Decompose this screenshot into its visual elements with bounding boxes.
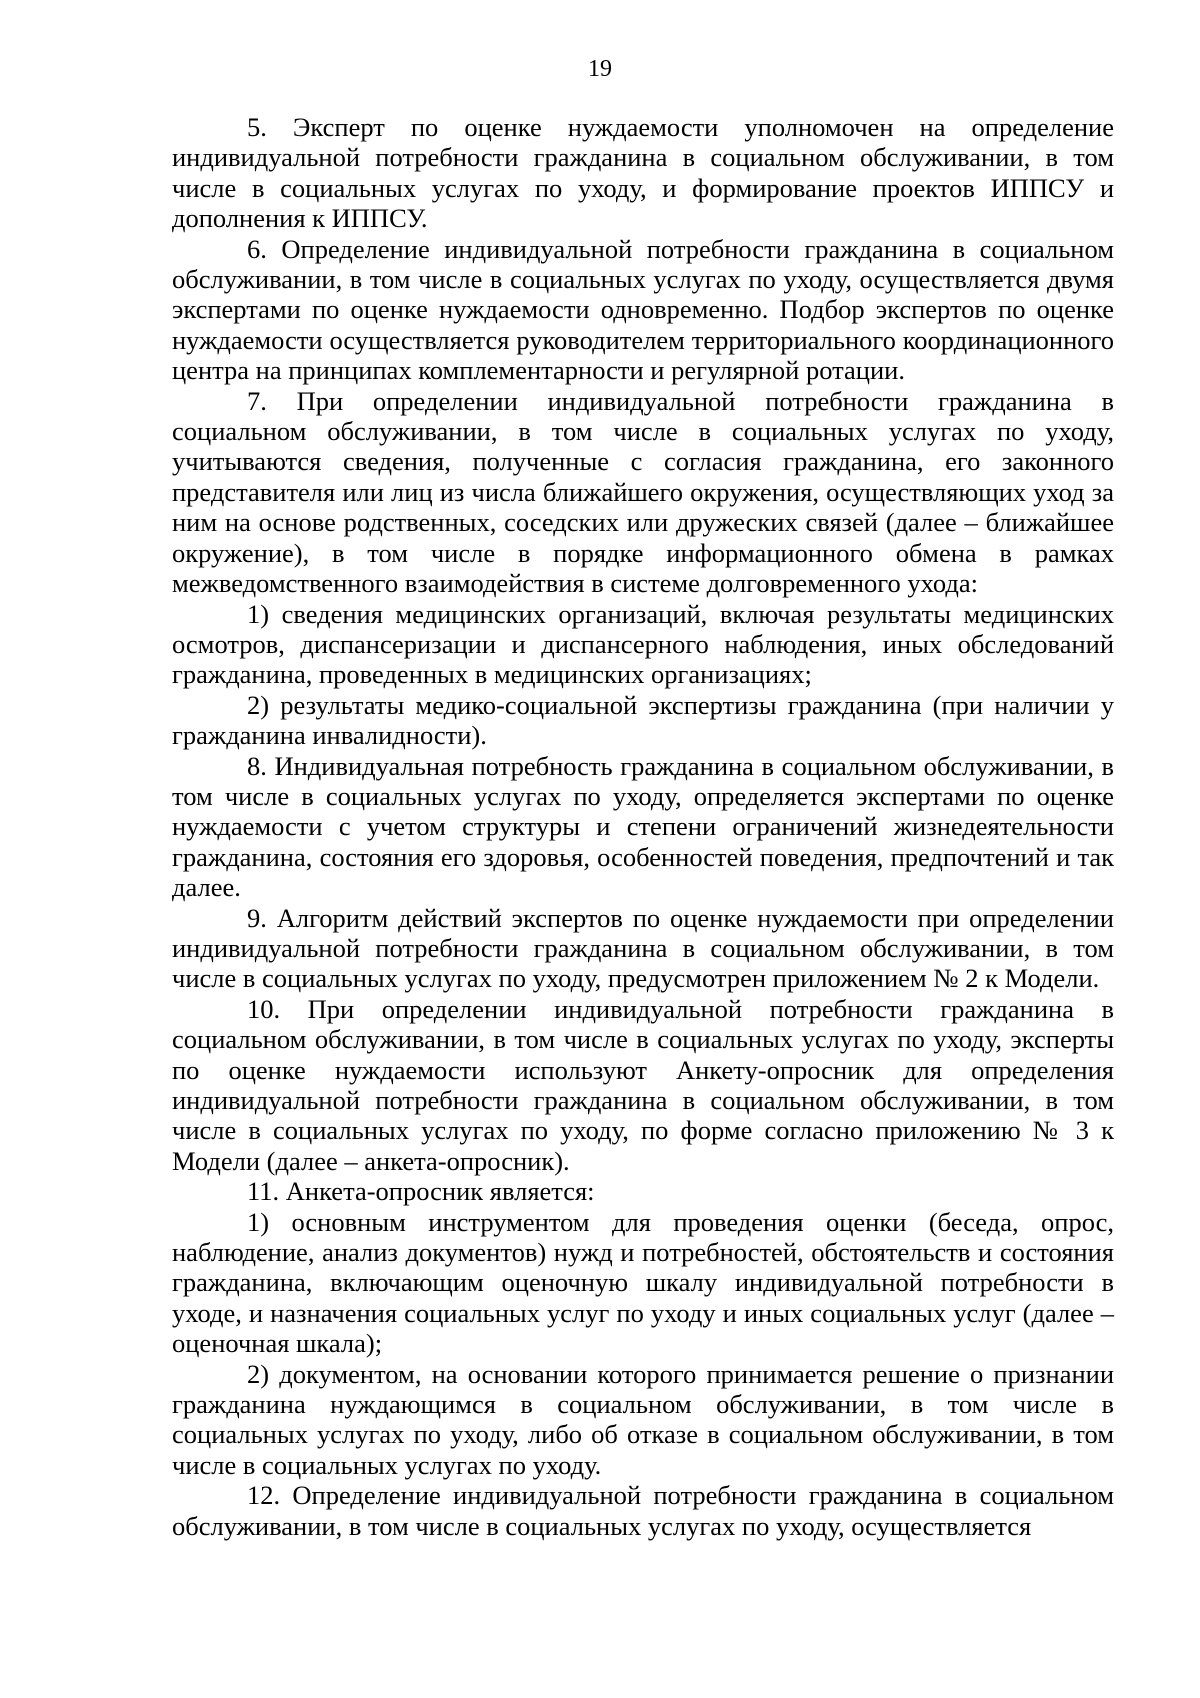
paragraph-7-item-1: 1) сведения медицинских организаций, включая результаты медицинских осмотров, диспансеризации и диспансерного наблюдения, иных обследований гражданина, проведенных в медицинских организациях; xyxy=(172,598,1114,690)
paragraph-11-item-2: 2) документом, на основании которого принимается решение о признании гражданина нуждающимся в социальном обслуживании, в том числе в социальных услугах по уходу, либо об отказе в социальном обслуживании, в том числе в социальных услугах по уходу. xyxy=(172,1358,1114,1480)
paragraph-11-item-1: 1) основным инструментом для проведения оценки (беседа, опрос, наблюдение, анализ документов) нужд и потребностей, обстоятельств и состояния гражданина, включающим оценочную шкалу индивидуальной потребности в уходе, и назначения социальных услуг по уходу и иных социальных услуг (далее – оценочная шкала); xyxy=(172,1206,1114,1359)
page-number: 19 xyxy=(588,56,612,82)
paragraph-5: 5. Эксперт по оценке нуждаемости уполномочен на определение индивидуальной потребности гражданина в социальном обслуживании, в том числе в социальных услугах по уходу, и формирование проектов ИППСУ и дополнения к ИППСУ. xyxy=(172,112,1114,234)
paragraph-10: 10. При определении индивидуальной потребности гражданина в социальном обслуживании, в том числе в социальных услугах по уходу, эксперты по оценке нуждаемости используют Анкету-опросник для определения индивидуальной потребности гражданина в социальном обслуживании, в том числе в социальных услугах по уходу, по форме согласно приложению № 3 к Модели (далее – анкета-опросник). xyxy=(172,993,1114,1176)
paragraph-9: 9. Алгоритм действий экспертов по оценке нуждаемости при определении индивидуальной потребности гражданина в социальном обслуживании, в том числе в социальных услугах по уходу, предусмотрен приложением № 2 к Модели. xyxy=(172,902,1114,994)
document-body xyxy=(172,112,1114,1541)
paragraph-6: 6. Определение индивидуальной потребности гражданина в социальном обслуживании, в том числе в социальных услугах по уходу, осуществляется двумя экспертами по оценке нуждаемости одновременно. Подбор экспертов по оценке нуждаемости осуществляется руководителем территориального координационного центра на принципах комплементарности и регулярной ротации. xyxy=(172,233,1114,386)
paragraph-8: 8. Индивидуальная потребность гражданина в социальном обслуживании, в том числе в социальных услугах по уходу, определяется экспертами по оценке нуждаемости с учетом структуры и степени ограничений жизнедеятельности гражданина, состояния его здоровья, особенностей поведения, предпочтений и так далее. xyxy=(172,750,1114,903)
paragraph-7-item-2: 2) результаты медико-социальной экспертизы гражданина (при наличии у гражданина инвалидности). xyxy=(172,689,1114,751)
paragraph-12: 12. Определение индивидуальной потребности гражданина в социальном обслуживании, в том числе в социальных услугах по уходу, осуществляется xyxy=(172,1480,1114,1541)
paragraph-7: 7. При определении индивидуальной потребности гражданина в социальном обслуживании, в том числе в социальных услугах по уходу, учитываются сведения, полученные с согласия гражданина, его законного представителя или лиц из числа ближайшего окружения, осуществляющих уход за ним на основе родственных, соседских или дружеских связей (далее – ближайшее окружение), в том числе в порядке информационного обмена в рамках межведомственного взаимодействия в системе долговременного ухода: xyxy=(172,385,1114,599)
paragraph-11: 11. Анкета-опросник является: xyxy=(247,1176,595,1207)
